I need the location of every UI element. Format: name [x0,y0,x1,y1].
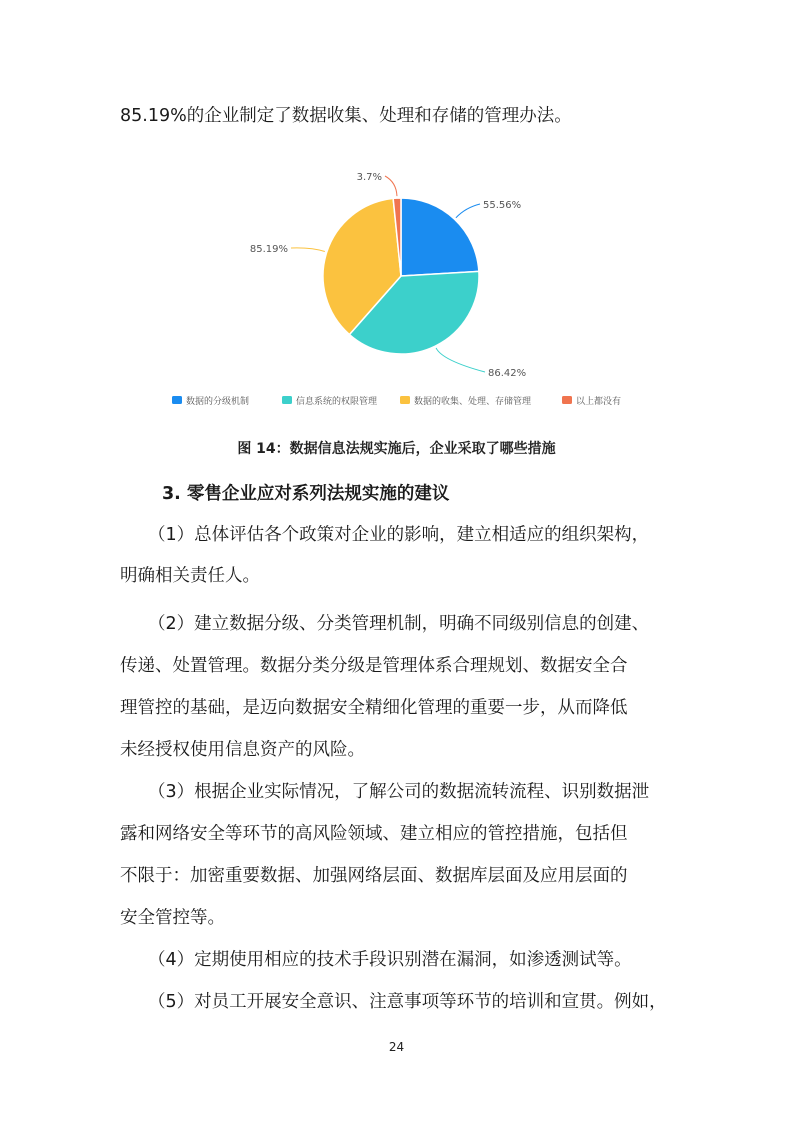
legend-label: 数据的收集、处理、存储管理 [414,397,532,407]
legend-label: 以上都没有 [576,397,622,407]
legend-label: 数据的分级机制 [186,397,250,407]
paragraph-line: （5）对员工开展安全意识、注意事项等环节的培训和宣贯。例如， [148,992,667,1012]
paragraph-line: 传递、处置管理。数据分类分级是管理体系合理规划、数据安全合 [120,656,628,676]
pie-slices [323,198,479,354]
legend-swatch [282,396,292,404]
paragraph-line: （3）根据企业实际情况，了解公司的数据流转流程、识别数据泄 [148,782,650,802]
leader-line [385,176,397,196]
pie-chart [150,160,650,420]
legend-swatch [562,396,572,404]
paragraph-line: （4）定期使用相应的技术手段识别潜在漏洞，如渗透测试等。 [148,950,632,970]
legend-label: 信息系统的权限管理 [296,397,378,407]
paragraph-line: 不限于：加密重要数据、加强网络层面、数据库层面及应用层面的 [120,866,628,886]
leader-line [291,248,325,252]
chart-legend [172,395,621,407]
slice-label: 85.19% [249,244,288,255]
leader-line [456,204,480,218]
paragraph-line: 安全管控等。 [120,908,225,928]
slice-label: 86.42% [488,368,527,379]
figure-caption: 图 14：数据信息法规实施后，企业采取了哪些措施 [237,441,556,457]
paragraph-line: 明确相关责任人。 [120,566,260,586]
paragraph-line: （2）建立数据分级、分类管理机制，明确不同级别信息的创建、 [148,614,650,634]
legend-swatch [400,396,410,404]
paragraph-line: 露和网络安全等环节的高风险领域、建立相应的管控措施，包括但 [120,824,628,844]
pie-slice [401,198,479,276]
paragraph-line: 未经授权使用信息资产的风险。 [120,740,365,760]
slice-label: 55.56% [483,200,522,211]
intro-text: 85.19%的企业制定了数据收集、处理和存储的管理办法。 [120,106,572,126]
paragraph-line: （1）总体评估各个政策对企业的影响，建立相适应的组织架构， [148,525,650,545]
slice-label: 3.7% [356,172,382,183]
page-number: 24 [388,1040,405,1054]
leader-line [436,348,485,372]
paragraph-line: 理管控的基础，是迈向数据安全精细化管理的重要一步，从而降低 [120,698,628,718]
legend-swatch [172,396,182,404]
section-heading: 3. 零售企业应对系列法规实施的建议 [162,484,450,504]
